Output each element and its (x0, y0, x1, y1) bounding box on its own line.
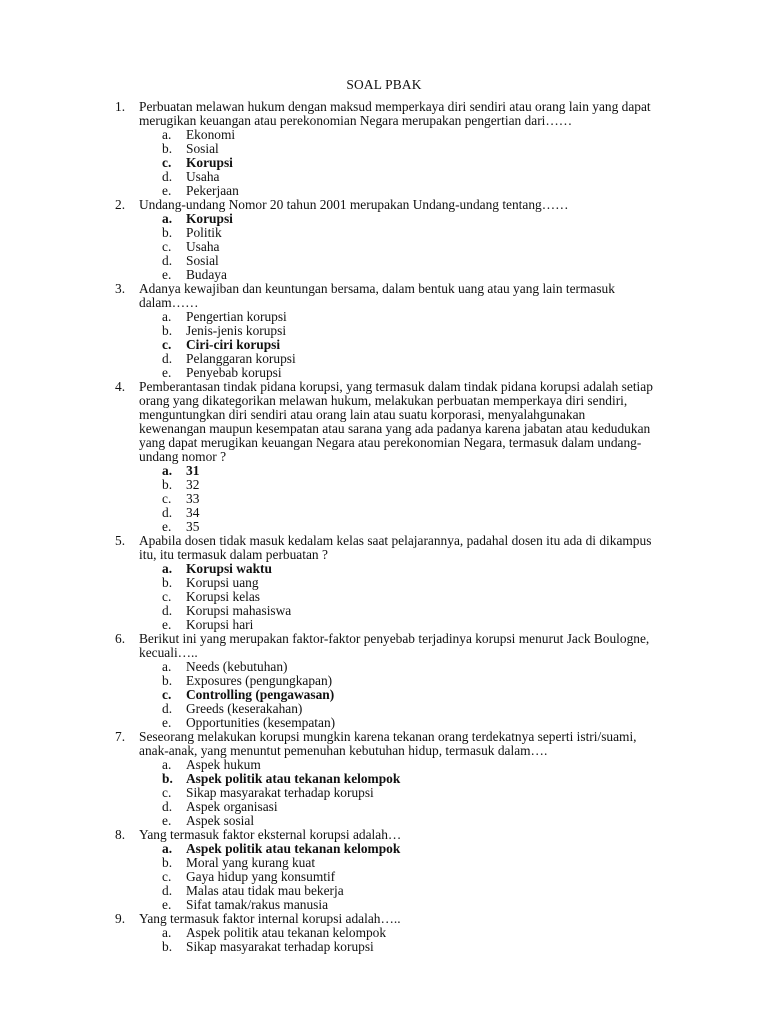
document-title: SOAL PBAK (346, 77, 422, 92)
question-item (0, 198, 768, 282)
question-list (0, 100, 768, 954)
option-letter: b. (162, 141, 173, 156)
option-letter: e. (162, 267, 172, 282)
option-letter: a. (162, 309, 172, 324)
question-text: Yang termasuk faktor eksternal korupsi adalah… (139, 827, 402, 842)
option-text: 33 (186, 491, 200, 506)
answer-option (0, 478, 768, 492)
option-text: Ciri-ciri korupsi (186, 337, 281, 352)
option-text: Budaya (186, 267, 227, 282)
option-text: Pengertian korupsi (186, 309, 287, 324)
answer-option (0, 940, 768, 954)
option-text: Sikap masyarakat terhadap korupsi (186, 785, 374, 800)
option-text: Opportunities (kesempatan) (186, 715, 336, 730)
answer-option (0, 660, 768, 674)
answer-option (0, 870, 768, 884)
question-item (0, 632, 768, 730)
answer-option-correct (0, 562, 768, 576)
option-text: Penyebab korupsi (186, 365, 282, 380)
option-text: Sikap masyarakat terhadap korupsi (186, 939, 374, 954)
option-text: Aspek organisasi (186, 799, 278, 814)
answer-option (0, 856, 768, 870)
option-letter: d. (162, 603, 173, 618)
question-text: Yang termasuk faktor internal korupsi adalah….. (139, 911, 401, 926)
option-letter: d. (162, 351, 173, 366)
option-text: Korupsi kelas (186, 589, 261, 604)
option-letter: e. (162, 813, 172, 828)
answer-option (0, 240, 768, 254)
answer-option (0, 716, 768, 730)
option-text: Aspek sosial (186, 813, 255, 828)
answer-option (0, 926, 768, 940)
option-letter: c. (162, 869, 172, 884)
option-text: Malas atau tidak mau bekerja (186, 883, 344, 898)
option-text: 34 (186, 505, 200, 520)
answer-option (0, 702, 768, 716)
option-letter: a. (162, 659, 172, 674)
option-letter: d. (162, 169, 173, 184)
answer-option (0, 184, 768, 198)
answer-option (0, 884, 768, 898)
option-letter: c. (162, 687, 172, 702)
option-text: Korupsi (186, 211, 233, 226)
option-letter: d. (162, 253, 173, 268)
answer-option (0, 492, 768, 506)
option-text: Moral yang kurang kuat (186, 855, 316, 870)
question-number: 6. (115, 631, 126, 646)
question-item (0, 100, 768, 198)
answer-option-correct (0, 212, 768, 226)
answer-option (0, 590, 768, 604)
option-text: Needs (kebutuhan) (186, 659, 288, 674)
option-text: Jenis-jenis korupsi (186, 323, 287, 338)
question-number: 1. (115, 99, 126, 114)
option-letter: d. (162, 505, 173, 520)
option-text: Pelanggaran korupsi (186, 351, 296, 366)
question-number: 4. (115, 379, 126, 394)
answer-option-correct (0, 464, 768, 478)
option-letter: c. (162, 589, 172, 604)
question-number: 3. (115, 281, 126, 296)
answer-option (0, 506, 768, 520)
answer-option (0, 324, 768, 338)
option-letter: a. (162, 925, 172, 940)
option-text: Ekonomi (186, 127, 236, 142)
answer-option (0, 142, 768, 156)
answer-option-correct (0, 688, 768, 702)
option-letter: a. (162, 463, 173, 478)
answer-option (0, 310, 768, 324)
option-text: Aspek hukum (186, 757, 261, 772)
option-text: Korupsi waktu (186, 561, 272, 576)
option-letter: b. (162, 855, 173, 870)
option-letter: c. (162, 491, 172, 506)
question-number: 2. (115, 197, 126, 212)
answer-option (0, 786, 768, 800)
question-item (0, 912, 768, 954)
answer-option (0, 254, 768, 268)
answer-option-correct (0, 772, 768, 786)
question-item (0, 534, 768, 632)
answer-option (0, 128, 768, 142)
option-text: Pekerjaan (186, 183, 239, 198)
answer-option (0, 226, 768, 240)
answer-option (0, 618, 768, 632)
option-text: Korupsi hari (186, 617, 254, 632)
option-letter: a. (162, 127, 172, 142)
answer-option (0, 800, 768, 814)
option-text: Sifat tamak/rakus manusia (186, 897, 329, 912)
option-text: Usaha (186, 239, 220, 254)
answer-option (0, 814, 768, 828)
option-text: 32 (186, 477, 200, 492)
option-text: Korupsi uang (186, 575, 259, 590)
option-text: Usaha (186, 169, 220, 184)
option-letter: e. (162, 519, 172, 534)
question-text: Berikut ini yang merupakan faktor-faktor penyebab terjadinya korupsi menurut Jack Boulogne, kecuali….. (139, 631, 650, 660)
option-letter: a. (162, 757, 172, 772)
question-text: Undang-undang Nomor 20 tahun 2001 merupakan Undang-undang tentang…… (139, 197, 569, 212)
option-letter: a. (162, 561, 173, 576)
option-text: Controlling (pengawasan) (186, 687, 335, 702)
answer-option (0, 352, 768, 366)
question-number: 8. (115, 827, 126, 842)
question-item (0, 730, 768, 828)
option-letter: e. (162, 715, 172, 730)
answer-option-correct (0, 156, 768, 170)
answer-option (0, 674, 768, 688)
option-letter: e. (162, 617, 172, 632)
option-text: 35 (186, 519, 200, 534)
answer-option (0, 604, 768, 618)
option-letter: c. (162, 239, 172, 254)
question-text: Pemberantasan tindak pidana korupsi, yang termasuk dalam tindak pidana korupsi adalah setiap orang yang dikategorikan melawan hukum, melakukan perbuatan memperkaya diri sendiri, menguntungkan diri sendiri atau orang lain atau suatu korporasi, menyalahgunakan kewenangan maupun kesempatan atau sarana yang ada padanya karena jabatan atau kedudukan yang dapat merugikan keuangan Negara atau perekonomian Negara, termasuk dalam undang-undang nomor ? (139, 379, 653, 464)
option-text: Korupsi (186, 155, 233, 170)
option-text: Gaya hidup yang konsumtif (186, 869, 336, 884)
question-text: Adanya kewajiban dan keuntungan bersama, dalam bentuk uang atau yang lain termasuk dalam…… (139, 281, 615, 310)
option-text: Greeds (keserakahan) (186, 701, 303, 716)
option-letter: b. (162, 225, 173, 240)
option-letter: b. (162, 477, 173, 492)
answer-option-correct (0, 842, 768, 856)
question-text: Apabila dosen tidak masuk kedalam kelas saat pelajarannya, padahal dosen itu ada di dikampus itu, itu termasuk dalam perbuatan ? (139, 533, 652, 562)
option-letter: c. (162, 337, 172, 352)
question-number: 7. (115, 729, 126, 744)
option-text: Aspek politik atau tekanan kelompok (186, 771, 401, 786)
option-text: Aspek politik atau tekanan kelompok (186, 925, 387, 940)
option-letter: d. (162, 799, 173, 814)
question-number: 5. (115, 533, 126, 548)
question-number: 9. (115, 911, 126, 926)
option-letter: e. (162, 183, 172, 198)
question-text: Perbuatan melawan hukum dengan maksud memperkaya diri sendiri atau orang lain yang dapat merugikan keuangan atau perekonomian Negara merupakan pengertian dari…… (139, 99, 651, 128)
answer-option (0, 758, 768, 772)
option-letter: d. (162, 701, 173, 716)
option-letter: b. (162, 771, 173, 786)
option-text: Sosial (186, 141, 219, 156)
option-letter: e. (162, 365, 172, 380)
answer-option (0, 576, 768, 590)
option-letter: c. (162, 785, 172, 800)
option-letter: b. (162, 673, 173, 688)
option-letter: d. (162, 883, 173, 898)
option-text: Aspek politik atau tekanan kelompok (186, 841, 401, 856)
option-text: 31 (186, 463, 200, 478)
question-text: Seseorang melakukan korupsi mungkin karena tekanan orang terdekatnya seperti istri/suami, anak-anak, yang menuntut pemenuhan kebutuhan hidup, termasuk dalam…. (139, 729, 637, 758)
option-letter: a. (162, 211, 173, 226)
option-text: Exposures (pengungkapan) (186, 673, 333, 688)
option-letter: b. (162, 939, 173, 954)
option-letter: a. (162, 841, 173, 856)
question-item (0, 828, 768, 912)
answer-option (0, 366, 768, 380)
answer-option (0, 520, 768, 534)
option-text: Sosial (186, 253, 219, 268)
answer-option-correct (0, 338, 768, 352)
option-text: Korupsi mahasiswa (186, 603, 292, 618)
option-letter: b. (162, 575, 173, 590)
option-letter: c. (162, 155, 172, 170)
question-item (0, 282, 768, 380)
answer-option (0, 898, 768, 912)
option-text: Politik (186, 225, 222, 240)
question-item (0, 380, 768, 534)
option-letter: b. (162, 323, 173, 338)
option-letter: e. (162, 897, 172, 912)
answer-option (0, 170, 768, 184)
answer-option (0, 268, 768, 282)
